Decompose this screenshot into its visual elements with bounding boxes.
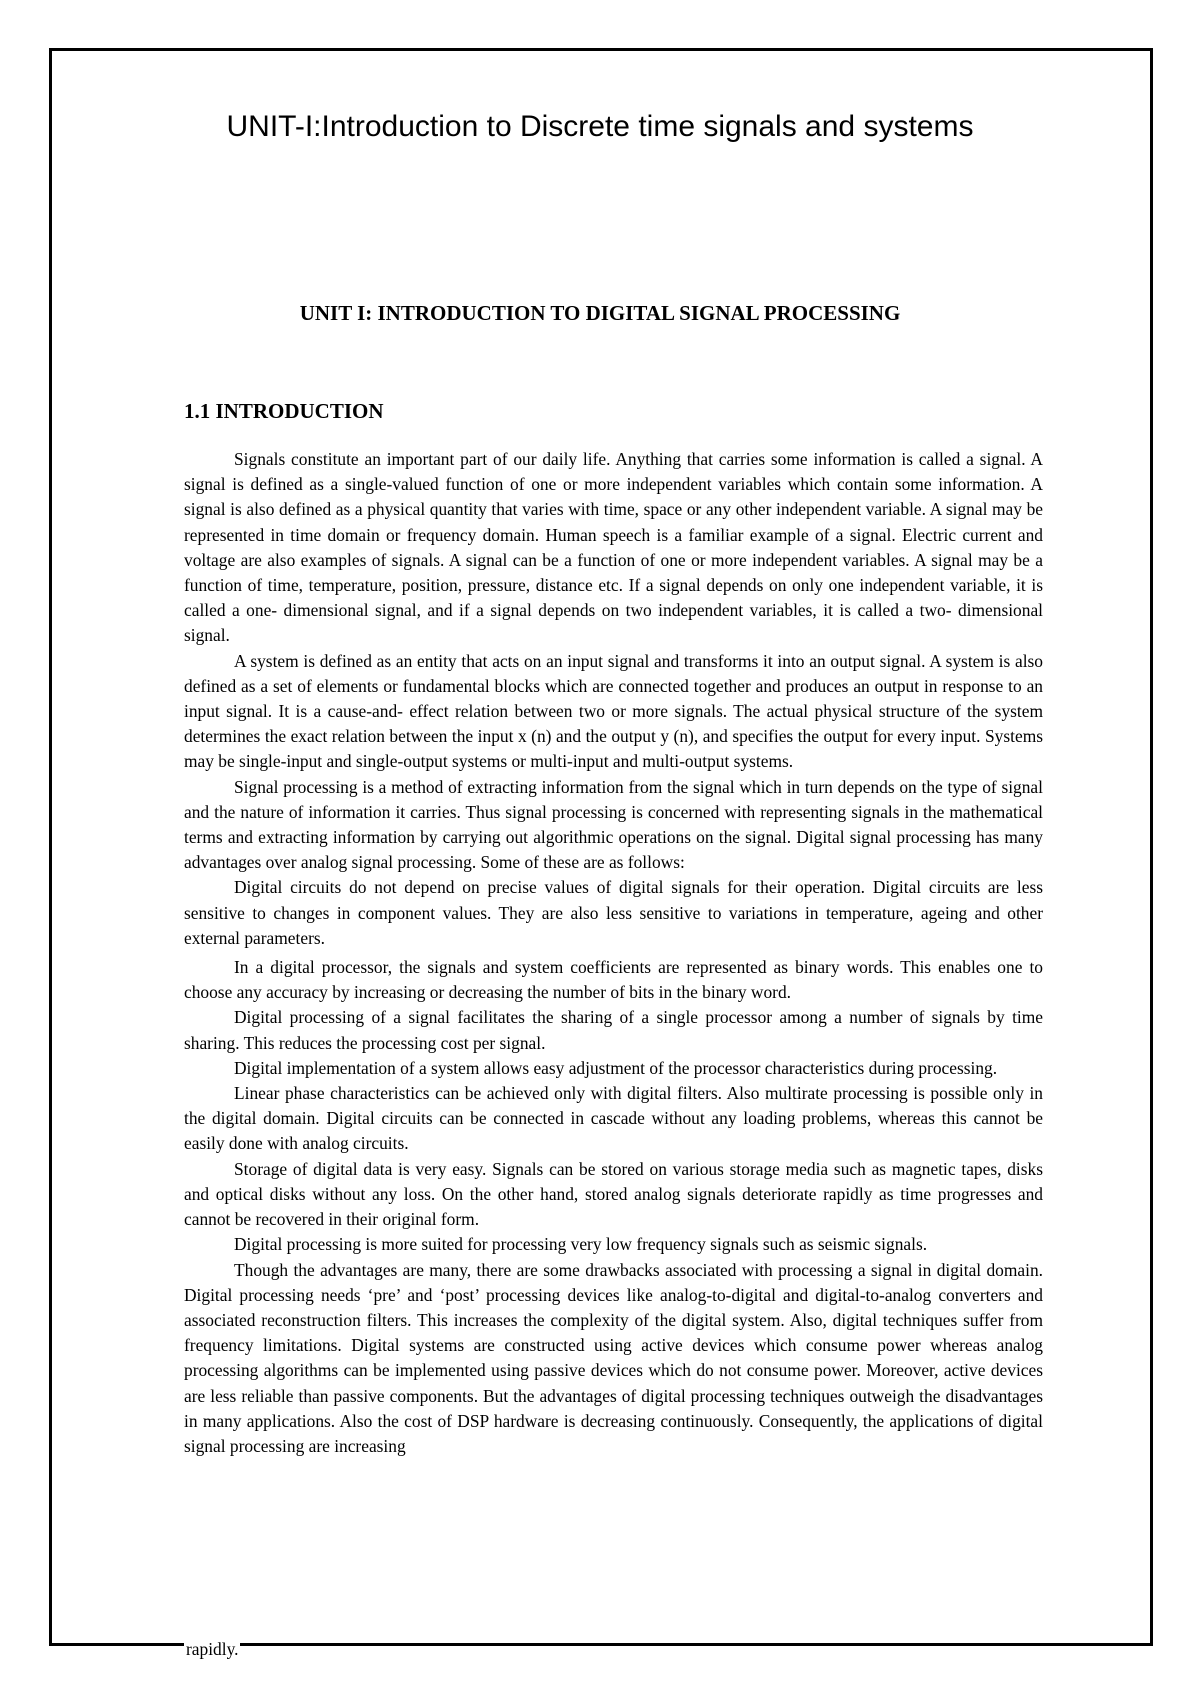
paragraph-signals: Signals constitute an important part of our daily life. Anything that carries some information is called a signal. A signal is defined as a single-valued function of one or more independent variables which contain some information. A signal is also defined as a physical quantity that varies with time, space or any other independent variable. A signal may be represented in time domain or frequency domain. Human speech is a familiar example of a signal. Electric current and voltage are also examples of signals. A signal can be a function of one or more independent variables. A signal may be a function of time, temperature, position, pressure, distance etc. If a signal depends on only one independent variable, it is called a one- dimensional signal, and if a signal depends on two independent variables, it is called a two- dimensional signal.	[184, 449, 1043, 646]
paragraph-low-frequency: Digital processing is more suited for processing very low frequency signals such as seismic signals.	[234, 1234, 928, 1255]
paragraph-linear-phase: Linear phase characteristics can be achieved only with digital filters. Also multirate processing is possible only in the digital domain. Digital circuits can be connected in cascade without any loading problems, whereas this cannot be easily done with analog circuits.	[184, 1083, 1043, 1154]
paragraph-storage: Storage of digital data is very easy. Signals can be stored on various storage media such as magnetic tapes, disks and optical disks without any loss. On the other hand, stored analog signals deteriorate rapidly as time progresses and cannot be recovered in their original form.	[184, 1158, 1043, 1230]
page-title: UNIT-I:Introduction to Discrete time signals and systems	[226, 110, 974, 143]
paragraph-time-sharing: Digital processing of a signal facilitates the sharing of a single processor among a number of signals by time sharing. This reduces the processing cost per signal.	[184, 1007, 1043, 1053]
body-text	[184, 447, 1043, 1459]
paragraph-digital-circuits: Digital circuits do not depend on precise values of digital signals for their operation. Digital circuits are less sensitive to changes in component values. They are also less sensitive to variations in temperature, ageing and other external parameters.	[184, 877, 1043, 948]
paragraph-signal-processing: Signal processing is a method of extracting information from the signal which in turn depends on the type of signal and the nature of information it carries. Thus signal processing is concerned with representing signals in the mathematical terms and extracting information by carrying out algorithmic operations on the signal. Digital signal processing has many advantages over analog signal processing. Some of these are as follows:	[184, 776, 1043, 873]
paragraph-adjustment: Digital implementation of a system allows easy adjustment of the processor characteristics during processing.	[234, 1057, 998, 1078]
unit-heading: UNIT I: INTRODUCTION TO DIGITAL SIGNAL PROCESSING	[299, 301, 901, 325]
paragraph-binary-words: In a digital processor, the signals and system coefficients are represented as binary words. This enables one to choose any accuracy by increasing or decreasing the number of bits in the binary word.	[184, 957, 1043, 1003]
paragraph-drawbacks: Though the advantages are many, there are some drawbacks associated with processing a signal in digital domain. Digital processing needs ‘pre’ and ‘post’ processing devices like analog-to-digital and digital-to-analog converters and associated reconstruction filters. This increases the complexity of the digital system. Also, digital techniques suffer from frequency limitations. Digital systems are constructed using active devices which consume power whereas analog processing algorithms can be implemented using passive devices which do not consume power. Moreover, active devices are less reliable than passive components. But the advantages of digital processing techniques outweigh the disadvantages in many applications. Also the cost of DSP hardware is decreasing continuously. Consequently, the applications of digital signal processing are increasing	[184, 1259, 1043, 1456]
overflow-text: rapidly.	[184, 1637, 240, 1662]
paragraph-system: A system is defined as an entity that acts on an input signal and transforms it into an output signal. A system is also defined as a set of elements or fundamental blocks which are connected together and produces an output in response to an input signal. It is a cause-and- effect relation between two or more signals. The actual physical structure of the system determines the exact relation between the input x (n) and the output y (n), and specifies the output for every input. Systems may be single-input and single-output systems or multi-input and multi-output systems.	[184, 650, 1043, 772]
section-heading: 1.1 INTRODUCTION	[184, 399, 384, 423]
